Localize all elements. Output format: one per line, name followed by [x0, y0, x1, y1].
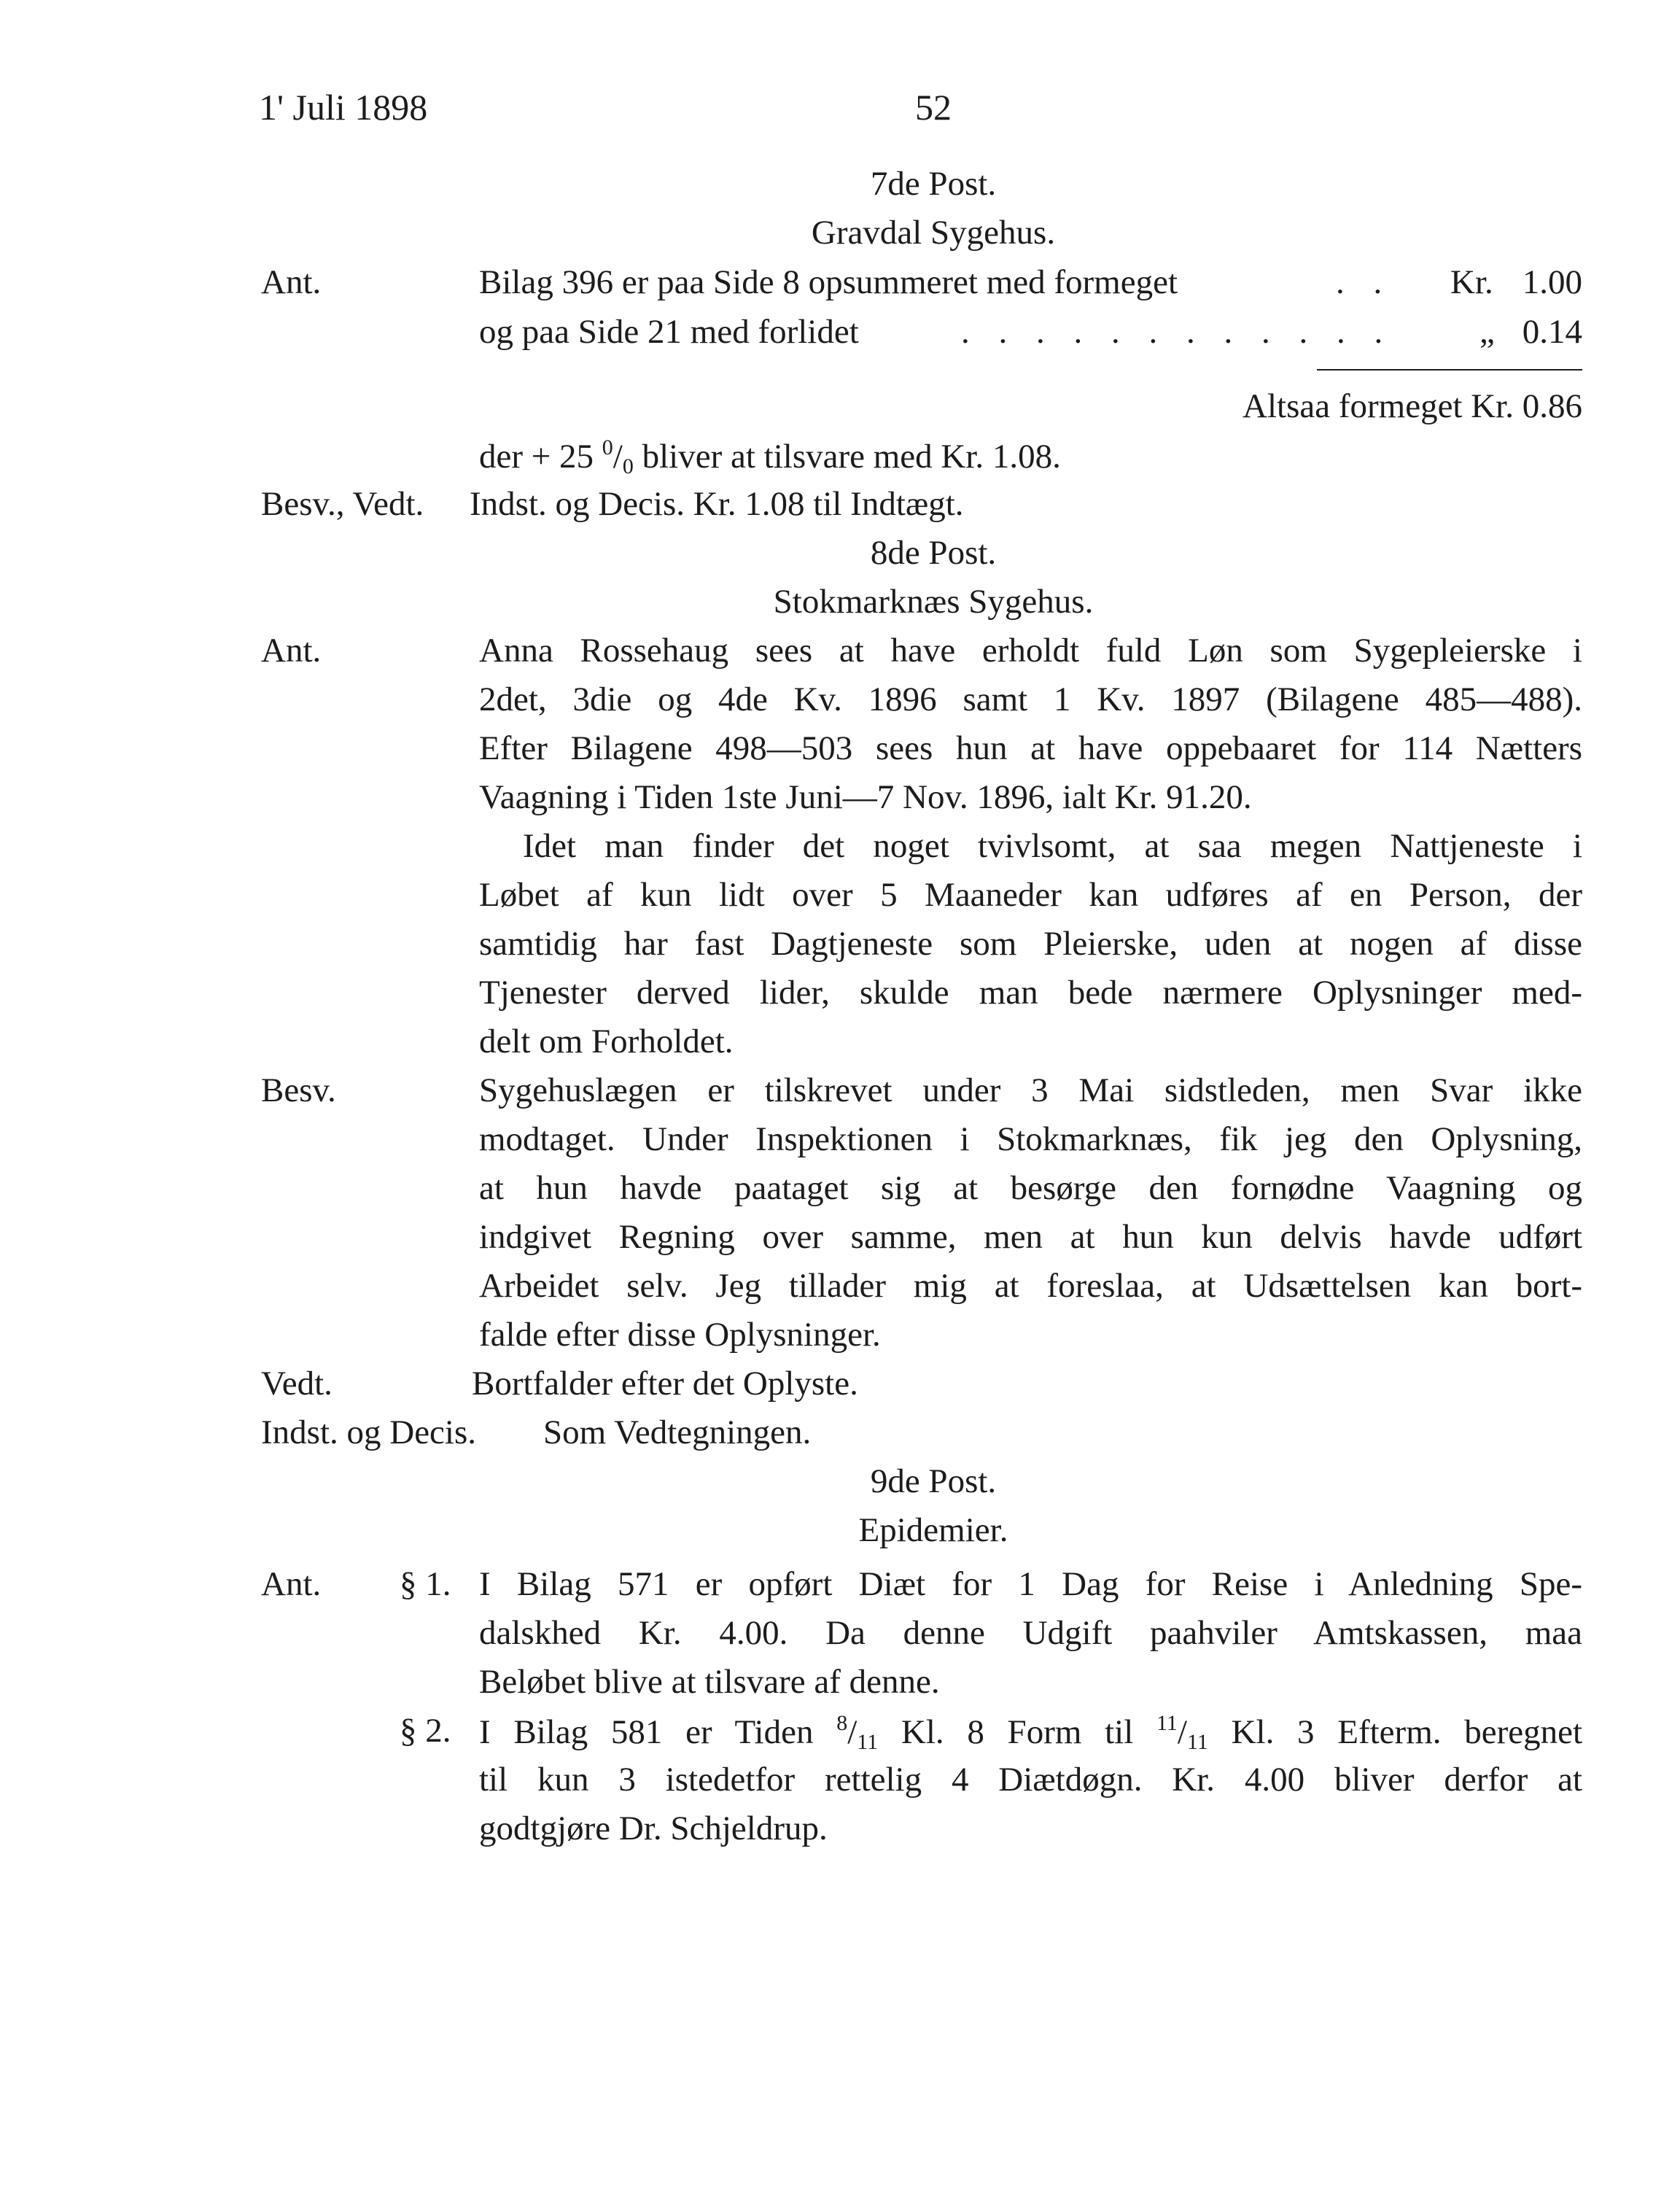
post8-para-line: delt om Forholdet.: [479, 1023, 734, 1060]
post9-s2-line-1: [479, 1711, 1582, 1755]
post7-decision-text: Indst. og Decis. Kr. 1.08 til Indtægt.: [470, 485, 964, 523]
post8-para-line: Løbet af kun lidt over 5 Maaneder kan udføres af en Person, der: [479, 876, 1582, 914]
post9-s2-line: til kun 3 istedetfor rettelig 4 Diætdøgn. Kr. 4.00 bliver derfor at: [479, 1761, 1582, 1799]
post8-label-besv: Besv.: [261, 1071, 336, 1109]
percent-sign-bottom: 0: [622, 454, 634, 478]
post9-s1-line: Beløbet blive at tilsvare af denne.: [479, 1663, 940, 1701]
fraction-11-11: $^{11}/_{11}$: [1156, 1711, 1208, 1754]
post8-ant-line: Anna Rossehaug sees at have erholdt fuld Løn som Sygepleierske i: [479, 632, 1582, 670]
post9-s1-line: dalskhed Kr. 4.00. Da denne Udgift paahviler Amtskassen, maa: [479, 1614, 1582, 1652]
post8-ant-line: Efter Bilagene 498—503 sees hun at have oppebaaret for 114 Nætters: [479, 729, 1582, 767]
page-number: 52: [915, 87, 952, 128]
post7-row2-leader: . . . . . . . . . . . .: [961, 313, 1393, 351]
post8-label-ant: Ant.: [261, 632, 322, 670]
post8-besv-line: at hun havde paataget sig at besørge den fornødne Vaagning og: [479, 1169, 1582, 1207]
post8-indst-text: Som Vedtegningen.: [543, 1413, 812, 1451]
post7-total: Altsaa formeget Kr. 0.86: [1242, 387, 1582, 425]
post7-label-ant: Ant.: [261, 263, 322, 301]
post8-para-line: samtidig har fast Dagtjeneste som Pleierske, uden at nogen af disse: [479, 925, 1582, 963]
post8-subtitle: Stokmarknæs Sygehus.: [773, 583, 1094, 621]
post7-row2-value: 0.14: [1522, 313, 1582, 351]
post7-amount-row-1: [479, 263, 1582, 306]
post9-subtitle: Epidemier.: [858, 1511, 1008, 1549]
post7-amount-row-2: [479, 312, 1582, 356]
post7-decision-label: Besv., Vedt.: [261, 485, 424, 523]
post7-title: 7de Post.: [870, 165, 997, 203]
post8-besv-line: indgivet Regning over samme, men at hun kun delvis havde udført: [479, 1218, 1582, 1256]
post7-percent-line: [479, 435, 1582, 479]
post9-label-ant: Ant.: [261, 1565, 322, 1603]
fraction-8-11: $^8/_{11}$: [836, 1711, 879, 1754]
post7-row1-value: 1.00: [1522, 263, 1582, 301]
post7-row1-leader: . .: [1336, 263, 1393, 301]
post7-subtitle: Gravdal Sygehus.: [811, 214, 1056, 252]
post8-label-indst: Indst. og Decis.: [261, 1413, 477, 1451]
post8-para-line: Idet man finder det noget tvivlsomt, at saa megen Nattjeneste i: [523, 827, 1582, 865]
post7-row1-currency: Kr.: [1450, 263, 1493, 301]
sum-rule: [1317, 369, 1582, 371]
post9-s1-line: I Bilag 571 er opført Diæt for 1 Dag for Reise i Anledning Spe-: [479, 1565, 1582, 1603]
post8-title: 8de Post.: [870, 534, 997, 572]
post8-ant-line: Vaagning i Tiden 1ste Juni—7 Nov. 1896, ialt Kr. 91.20.: [479, 778, 1252, 816]
post8-besv-line: falde efter disse Oplysninger.: [479, 1316, 881, 1354]
header-date: 1' Juli 1898: [259, 87, 428, 128]
s2-text-c: Kl. 3 Efterm. beregnet: [1231, 1713, 1583, 1751]
post7-row2-currency: „: [1479, 313, 1495, 351]
percent-sign-top: 0: [602, 435, 613, 459]
post8-vedt-text: Bortfalder efter det Oplyste.: [472, 1365, 858, 1403]
post9-title: 9de Post.: [870, 1462, 997, 1500]
post8-para-line: Tjenester derved lider, skulde man bede nærmere Oplysninger med-: [479, 974, 1582, 1012]
post8-besv-line: modtaget. Under Inspektionen i Stokmarknæs, fik jeg den Oplysning,: [479, 1120, 1582, 1158]
post7-row1-text: Bilag 396 er paa Side 8 opsummeret med formeget: [479, 263, 1178, 301]
post8-besv-line: Sygehuslægen er tilskrevet under 3 Mai sidstleden, men Svar ikke: [479, 1071, 1582, 1109]
percent-suffix: bliver at tilsvare med Kr. 1.08.: [642, 438, 1061, 476]
post9-s2-label: § 2.: [400, 1712, 451, 1750]
percent-slash: /: [612, 438, 623, 476]
s2-text-b: Kl. 8 Form til: [901, 1713, 1134, 1751]
percent-prefix: der + 25: [479, 438, 594, 476]
post8-ant-line: 2det, 3die og 4de Kv. 1896 samt 1 Kv. 1897 (Bilagene 485—488).: [479, 680, 1582, 718]
s2-text-a: I Bilag 581 er Tiden: [479, 1713, 814, 1751]
post8-besv-line: Arbeidet selv. Jeg tillader mig at foreslaa, at Udsættelsen kan bort-: [479, 1267, 1582, 1305]
post9-s1-label: § 1.: [400, 1565, 451, 1603]
post7-row2-text: og paa Side 21 med forlidet: [479, 313, 859, 351]
post8-label-vedt: Vedt.: [261, 1365, 332, 1403]
post9-s2-line: godtgjøre Dr. Schjeldrup.: [479, 1809, 828, 1847]
